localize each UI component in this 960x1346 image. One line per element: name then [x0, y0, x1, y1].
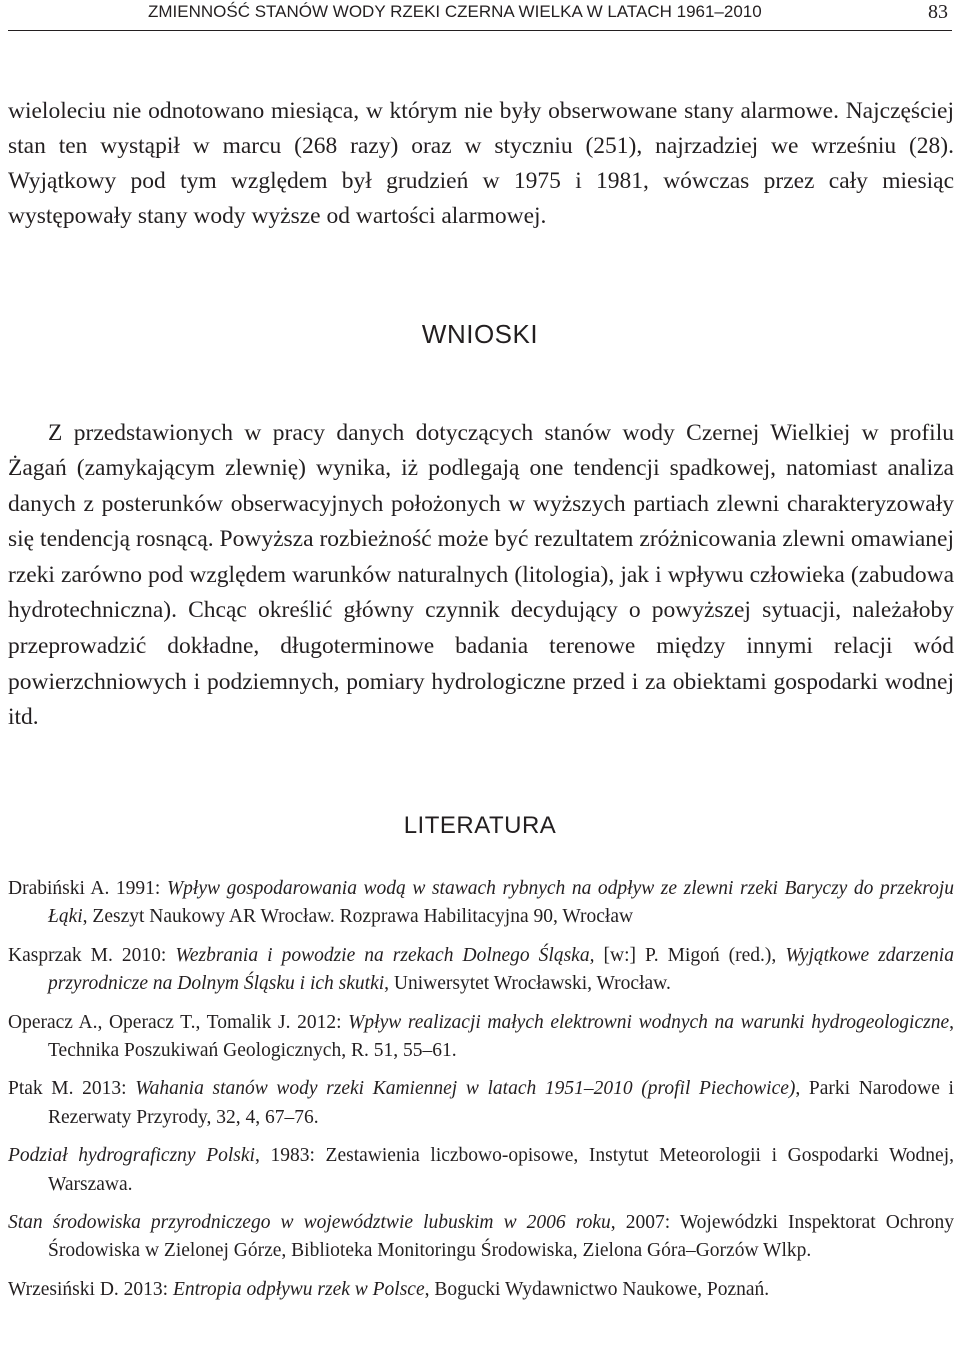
reference-title: Stan środowiska przyrodniczego w województwie lubuskim w 2006 roku — [8, 1212, 611, 1234]
reference-authors: Drabiński A. 1991: — [8, 878, 167, 899]
conclusions-paragraph: Z przedstawionych w pracy danych dotyczących stanów wody Czernej Wielkiej w profilu Żagań (zamykającym zlewnię) wynika, iż podlegają one tendencji spadkowej, natomiast analiza danych z posterunków obserwacyjnych położonych w wyższych partiach zlewni charakteryzowały się tendencją rosnącą. Powyższa rozbieżność może być rezultatem zróżnicowania zlewni omawianej rzeki zarówno pod względem warunków naturalnych (litologia), jak i wpływu człowieka (zabudowa hydrotechniczna). Chcąc określić główny czynnik decydujący o powyższej sytuacji, należałoby przeprowadzić dokładne, długoterminowe badania terenowe między innymi relacji wód powierzchniowych i podziemnych, pomiary hydrologiczne przed i za obiektami gospodarki wodnej itd. — [8, 419, 954, 731]
reference-details: , Technika Poszukiwań Geologicznych, R. 51, 55–61. — [48, 1011, 954, 1062]
reference-item — [8, 1276, 954, 1304]
reference-title: Wezbrania i powodzie na rzekach Dolnego Śląska, — [175, 944, 595, 966]
reference-item — [8, 1142, 954, 1199]
reference-book-title: Wyjątkowe zdarzenia przyrodnicze na Dolnym Śląsku i ich skutki — [48, 944, 954, 995]
reference-item — [8, 1209, 954, 1266]
reference-item — [8, 1009, 954, 1066]
reference-title: Wpływ realizacji małych elektrowni wodnych na warunki hydrogeologiczne — [348, 1011, 950, 1033]
reference-details: , Zeszyt Naukowy AR Wrocław. Rozprawa Habilitacyjna 90, Wrocław — [82, 906, 634, 928]
reference-item — [8, 875, 954, 932]
reference-item — [8, 942, 954, 999]
reference-details: , 2007: Wojewódzki Inspektorat Ochrony Środowiska w Zielonej Górze, Biblioteka Monitoringu Środowiska, Zielona Góra–Gorzów Wlkp. — [48, 1212, 955, 1262]
reference-title: Wpływ gospodarowania wodą w stawach rybnych na odpływ ze zlewni rzeki Baryczy do przekroju Łąki — [48, 878, 954, 928]
reference-title: Entropia odpływu rzek w Polsce — [172, 1278, 425, 1300]
intro-paragraph: wieloleciu nie odnotowano miesiąca, w którym nie były obserwowane stany alarmowe. Najczęściej stan ten wystąpił w marcu (268 razy) oraz w styczniu (251), najrzadziej we wrześniu (28). Wyjątkowy pod tym względem był grudzień w 1975 i 1981, wówczas przez cały miesiąc występowały stany wody wyższe od wartości alarmowej. — [8, 97, 954, 230]
reference-title: Podział hydrograficzny Polski — [8, 1145, 255, 1167]
running-head — [8, 0, 952, 31]
reference-authors: Ptak M. 2013: — [8, 1078, 136, 1100]
reference-list — [8, 875, 954, 1314]
reference-authors: Kasprzak M. 2010: — [8, 944, 176, 966]
reference-details: , Bogucki Wydawnictwo Naukowe, Poznań. — [424, 1278, 770, 1300]
reference-title: Wahania stanów wody rzeki Kamiennej w latach 1951–2010 (profil Piechowice) — [135, 1078, 796, 1100]
running-head-title: ZMIENNOŚĆ STANÓW WODY RZEKI CZERNA WIELKA W LATACH 1961–2010 — [148, 2, 762, 21]
reference-details: , Uniwersytet Wrocławski, Wrocław. — [384, 973, 671, 995]
conclusions-heading: WNIOSKI — [421, 319, 539, 349]
page-number: 83 — [928, 1, 948, 23]
reference-editor: [w:] P. Migoń (red.), — [594, 944, 786, 966]
reference-authors: Wrzesiński D. 2013: — [8, 1278, 173, 1300]
reference-authors: Operacz A., Operacz T., Tomalik J. 2012: — [8, 1011, 349, 1033]
reference-details: , Parki Narodowe i Rezerwaty Przyrody, 32, 4, 67–76. — [48, 1078, 954, 1128]
reference-item — [8, 1075, 954, 1132]
literature-heading: LITERATURA — [403, 812, 557, 839]
reference-details: , 1983: Zestawienia liczbowo-opisowe, Instytut Meteorologii i Gospodarki Wodnej, Warszawa. — [48, 1145, 954, 1195]
